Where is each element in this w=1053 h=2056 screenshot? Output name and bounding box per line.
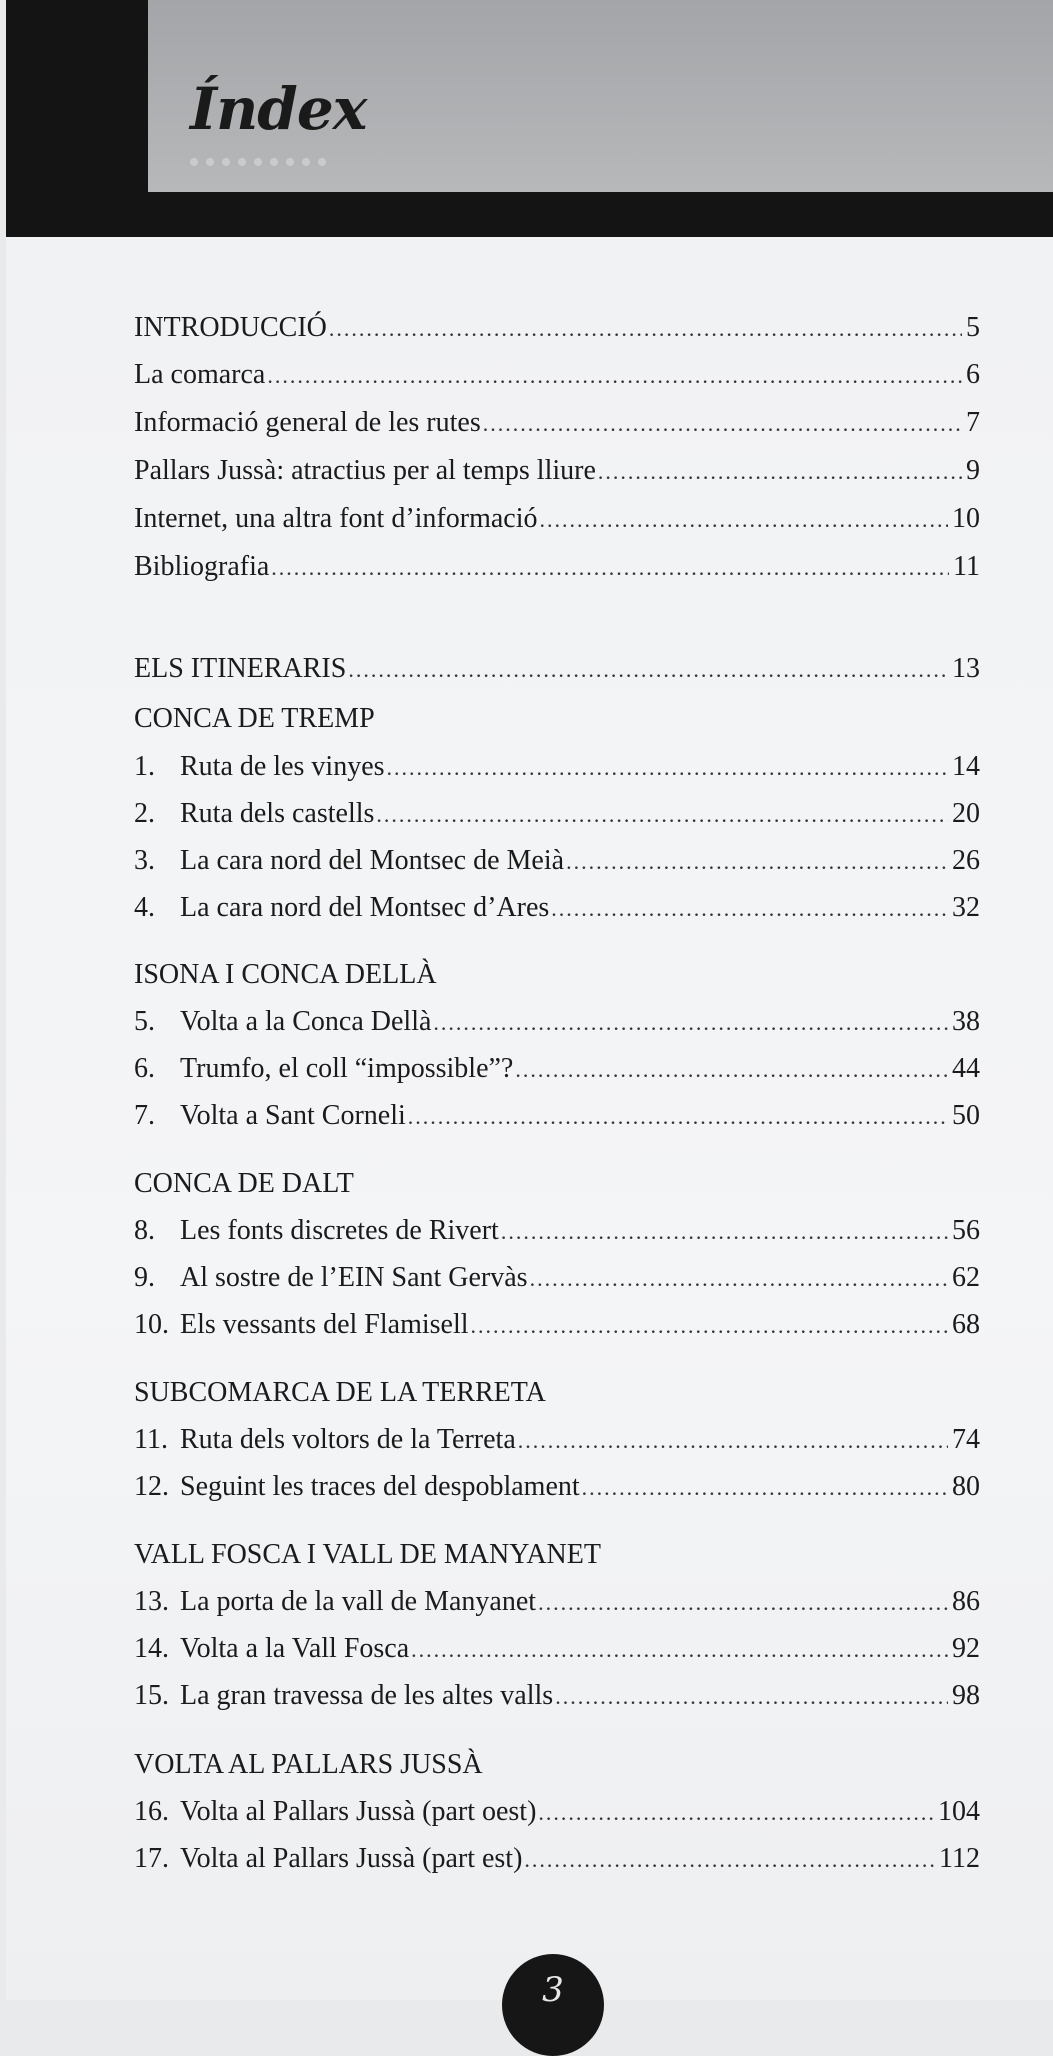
toc-page-number: 44 <box>952 1053 980 1084</box>
route-entry[interactable] <box>134 1633 980 1673</box>
dot-leader <box>376 802 948 828</box>
route-number: 12. <box>134 1471 169 1502</box>
toc-page-number: 32 <box>952 892 980 923</box>
route-entry[interactable] <box>134 892 980 932</box>
route-entry[interactable] <box>134 798 980 838</box>
toc-page-number: 68 <box>952 1309 980 1340</box>
toc-entry-label: Informació general de les rutes <box>134 407 481 438</box>
toc-page-number: 86 <box>952 1586 980 1617</box>
dot-leader <box>387 755 948 781</box>
toc-entry[interactable] <box>134 503 980 543</box>
dot-leader <box>551 896 948 922</box>
route-entry[interactable] <box>134 1843 980 1883</box>
route-label: Ruta dels voltors de la Terreta <box>180 1424 516 1455</box>
title-dot-ornament <box>190 158 326 166</box>
dot-leader <box>471 1313 948 1339</box>
toc-page-number: 6 <box>966 359 980 390</box>
toc-entry-label: La comarca <box>134 359 266 390</box>
toc-page-number: 26 <box>952 845 980 876</box>
toc-heading-introduccio[interactable] <box>134 312 980 352</box>
route-label: Volta al Pallars Jussà (part est) <box>180 1843 523 1874</box>
route-label: Seguint les traces del despoblament <box>180 1471 580 1502</box>
route-number: 1. <box>134 751 155 782</box>
page-title: Índex <box>190 75 367 143</box>
dot-leader <box>540 507 949 533</box>
toc-entry[interactable] <box>134 407 980 447</box>
route-number: 14. <box>134 1633 169 1664</box>
route-entry[interactable] <box>134 1424 980 1464</box>
route-number: 15. <box>134 1680 169 1711</box>
toc-page-number: 112 <box>939 1843 980 1874</box>
route-entry[interactable] <box>134 1100 980 1140</box>
route-label: Els vessants del Flamisell <box>180 1309 469 1340</box>
toc-page-number: 98 <box>952 1680 980 1711</box>
toc-entry-label: INTRODUCCIÓ <box>134 312 327 343</box>
dot-leader <box>524 1847 935 1873</box>
dot-leader <box>501 1219 948 1245</box>
dot-leader <box>411 1637 948 1663</box>
section-heading: VALL FOSCA I VALL DE MANYANET <box>134 1539 601 1570</box>
route-label: Volta a la Vall Fosca <box>180 1633 410 1664</box>
toc-entry-label: ELS ITINERARIS <box>134 653 347 684</box>
toc-page-number: 62 <box>952 1262 980 1293</box>
toc-entry-label: Internet, una altra font d’informació <box>134 503 538 534</box>
section-heading: ISONA I CONCA DELLÀ <box>134 959 437 990</box>
toc-heading-itineraris[interactable] <box>134 653 980 693</box>
route-label: Volta al Pallars Jussà (part oest) <box>180 1796 537 1827</box>
route-label: La cara nord del Montsec de Meià <box>180 845 565 876</box>
route-entry[interactable] <box>134 1006 980 1046</box>
dot-leader <box>433 1010 948 1036</box>
toc-page-number: 10 <box>952 503 980 534</box>
toc-page-number: 20 <box>952 798 980 829</box>
dot-leader <box>538 1800 934 1826</box>
toc-page-number: 56 <box>952 1215 980 1246</box>
route-label: Les fonts discretes de Rivert <box>180 1215 499 1246</box>
route-entry[interactable] <box>134 1680 980 1720</box>
dot-leader <box>530 1266 948 1292</box>
route-label: La porta de la vall de Manyanet <box>180 1586 537 1617</box>
section-heading: CONCA DE TREMP <box>134 703 375 734</box>
section-heading: VOLTA AL PALLARS JUSSÀ <box>134 1749 483 1780</box>
dot-leader <box>515 1057 948 1083</box>
dot-leader <box>271 555 949 581</box>
route-label: Trumfo, el coll “impossible”? <box>180 1053 514 1084</box>
dot-leader <box>555 1684 948 1710</box>
dot-leader <box>518 1428 948 1454</box>
route-number: 16. <box>134 1796 169 1827</box>
index-page <box>6 237 1053 2000</box>
route-entry[interactable] <box>134 1309 980 1349</box>
route-label: La cara nord del Montsec d’Ares <box>180 892 550 923</box>
toc-page-number: 9 <box>966 455 980 486</box>
route-entry[interactable] <box>134 845 980 885</box>
route-number: 6. <box>134 1053 155 1084</box>
route-entry[interactable] <box>134 1215 980 1255</box>
toc-page-number: 104 <box>938 1796 980 1827</box>
route-number: 7. <box>134 1100 155 1131</box>
route-number: 2. <box>134 798 155 829</box>
route-number: 4. <box>134 892 155 923</box>
toc-page-number: 7 <box>966 407 980 438</box>
toc-page-number: 92 <box>952 1633 980 1664</box>
route-entry[interactable] <box>134 1053 980 1093</box>
dot-leader <box>329 316 962 342</box>
route-label: Volta a la Conca Dellà <box>180 1006 432 1037</box>
dot-leader <box>483 411 962 437</box>
toc-page-number: 5 <box>966 312 980 343</box>
dot-leader <box>582 1475 948 1501</box>
toc-page-number: 38 <box>952 1006 980 1037</box>
route-number: 8. <box>134 1215 155 1246</box>
route-number: 9. <box>134 1262 155 1293</box>
dot-leader <box>408 1104 948 1130</box>
toc-page-number: 50 <box>952 1100 980 1131</box>
route-label: Al sostre de l’EIN Sant Gervàs <box>180 1262 528 1293</box>
dot-leader <box>538 1590 948 1616</box>
dot-leader <box>267 363 962 389</box>
route-label: Ruta dels castells <box>180 798 375 829</box>
toc-page-number: 11 <box>953 551 980 582</box>
route-label: Ruta de les vinyes <box>180 751 385 782</box>
route-number: 13. <box>134 1586 169 1617</box>
route-entry[interactable] <box>134 751 980 791</box>
route-number: 3. <box>134 845 155 876</box>
toc-page-number: 13 <box>952 653 980 684</box>
route-entry[interactable] <box>134 1586 980 1626</box>
toc-entry[interactable] <box>134 551 980 591</box>
toc-entry-label: Bibliografia <box>134 551 270 582</box>
page-number-badge: 3 <box>502 1954 604 2056</box>
route-label: Volta a Sant Corneli <box>180 1100 406 1131</box>
toc-page-number: 14 <box>952 751 980 782</box>
dot-leader <box>566 849 948 875</box>
toc-entry[interactable] <box>134 359 980 399</box>
section-heading: SUBCOMARCA DE LA TERRETA <box>134 1377 546 1408</box>
toc-entry[interactable] <box>134 455 980 495</box>
route-number: 5. <box>134 1006 155 1037</box>
dot-leader <box>348 657 948 683</box>
route-entry[interactable] <box>134 1262 980 1302</box>
route-label: La gran travessa de les altes valls <box>180 1680 554 1711</box>
route-number: 10. <box>134 1309 169 1340</box>
section-heading: CONCA DE DALT <box>134 1168 354 1199</box>
route-entry[interactable] <box>134 1471 980 1511</box>
toc-page-number: 80 <box>952 1471 980 1502</box>
toc-page-number: 74 <box>952 1424 980 1455</box>
route-entry[interactable] <box>134 1796 980 1836</box>
route-number: 11. <box>134 1424 168 1455</box>
dot-leader <box>598 459 962 485</box>
toc-entry-label: Pallars Jussà: atractius per al temps lliure <box>134 455 596 486</box>
route-number: 17. <box>134 1843 169 1874</box>
